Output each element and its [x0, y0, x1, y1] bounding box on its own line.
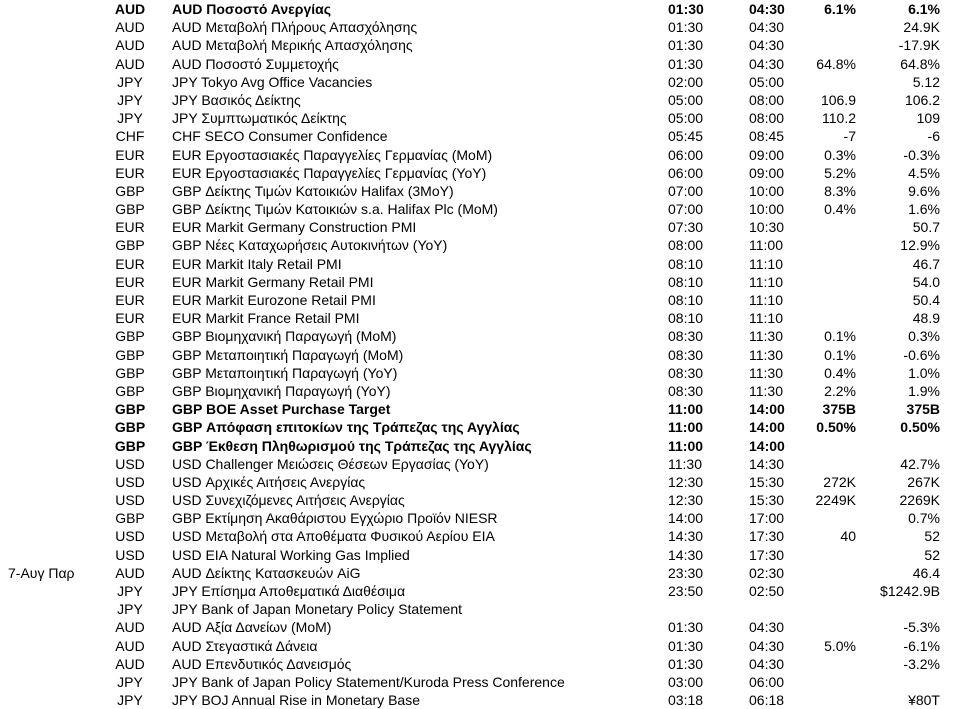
time-cell: 05:00: [668, 91, 704, 108]
previous-cell: 0.50%: [900, 419, 940, 436]
currency-cell: AUD: [115, 19, 145, 36]
currency-cell: JPY: [117, 583, 143, 599]
currency-cell: JPY: [117, 91, 143, 108]
local-time-cell: 09:00: [749, 146, 785, 163]
event-name-cell: EUR Markit Germany Retail PMI: [172, 273, 374, 290]
table-row: [0, 200, 960, 218]
currency-cell: AUD: [115, 55, 145, 72]
local-time-cell: 15:30: [749, 473, 785, 490]
event-name-cell: JPY Βασικός Δείκτης: [172, 91, 301, 108]
local-time-cell: 17:00: [749, 510, 785, 527]
local-time-cell: 04:30: [749, 619, 785, 636]
previous-cell: -3.2%: [903, 655, 940, 672]
event-name-cell: GBP Δείκτης Τιμών Κατοικιών s.a. Halifax Plc (MoM): [172, 201, 498, 218]
table-row: [0, 164, 960, 182]
currency-cell: GBP: [115, 328, 145, 345]
local-time-cell: 11:30: [749, 382, 783, 399]
local-time-cell: 04:30: [749, 55, 785, 72]
event-name-cell: EUR Markit Italy Retail PMI: [172, 255, 342, 272]
previous-cell: 42.7%: [900, 455, 940, 472]
currency-cell: JPY: [117, 110, 143, 127]
forecast-cell: 272K: [823, 473, 856, 490]
time-cell: 08:10: [668, 255, 704, 272]
local-time-cell: 06:18: [749, 692, 785, 709]
table-row: [0, 437, 960, 455]
table-row: [0, 600, 960, 618]
table-row: [0, 527, 960, 545]
previous-cell: 1.0%: [908, 364, 940, 381]
local-time-cell: 17:30: [749, 546, 785, 563]
currency-cell: GBP: [115, 382, 145, 399]
table-row: [0, 546, 960, 564]
time-cell: 12:30: [668, 492, 704, 509]
previous-cell: 6.1%: [908, 1, 940, 17]
previous-cell: 64.8%: [900, 55, 940, 72]
event-name-cell: GBP Έκθεση Πληθωρισμού της Τράπεζας της Αγγλίας: [172, 437, 532, 454]
previous-cell: 9.6%: [908, 182, 940, 199]
previous-cell: -17.9K: [898, 37, 940, 54]
currency-cell: EUR: [115, 219, 145, 236]
currency-cell: EUR: [115, 292, 145, 308]
forecast-cell: 40: [840, 528, 856, 545]
currency-cell: EUR: [115, 146, 145, 163]
event-name-cell: JPY Επίσημα Αποθεματικά Διαθέσιμα: [172, 583, 406, 599]
currency-cell: JPY: [117, 73, 143, 90]
currency-cell: AUD: [114, 1, 146, 17]
currency-cell: USD: [115, 492, 145, 509]
event-name-cell: AUD Επενδυτικός Δανεισμός: [172, 655, 352, 672]
table-row: [0, 564, 960, 582]
time-cell: 05:45: [668, 128, 704, 145]
table-row: [0, 146, 960, 164]
event-name-cell: GBP Μεταποιητική Παραγωγή (YoY): [172, 364, 398, 381]
forecast-cell: 0.1%: [824, 346, 856, 363]
forecast-cell: -7: [843, 128, 856, 145]
time-cell: 03:00: [668, 673, 704, 690]
previous-cell: 5.12: [912, 73, 940, 90]
currency-cell: USD: [115, 455, 145, 472]
previous-cell: 46.4: [912, 564, 940, 581]
table-row: [0, 418, 960, 436]
time-cell: 08:10: [668, 273, 704, 290]
time-cell: 08:30: [668, 346, 704, 363]
forecast-cell: 2.2%: [824, 382, 856, 399]
local-time-cell: 14:30: [749, 455, 785, 472]
forecast-cell: 64.8%: [816, 55, 856, 72]
currency-cell: USD: [115, 528, 145, 545]
local-time-cell: 04:30: [749, 655, 785, 672]
time-cell: 01:30: [668, 37, 704, 54]
event-name-cell: AUD Ποσοστό Συμμετοχής: [172, 55, 339, 72]
event-name-cell: USD Challenger Μειώσεις Θέσεων Εργασίας (YoY): [172, 455, 489, 472]
forecast-cell: 0.3%: [824, 146, 856, 163]
previous-cell: 50.7: [912, 219, 940, 236]
previous-cell: 0.7%: [908, 510, 940, 527]
event-name-cell: JPY BOJ Annual Rise in Monetary Base: [172, 692, 420, 709]
currency-cell: GBP: [115, 346, 145, 363]
event-name-cell: GBP Μεταποιητική Παραγωγή (MoM): [172, 346, 404, 363]
time-cell: 01:30: [668, 619, 704, 636]
currency-cell: AUD: [115, 619, 145, 636]
previous-cell: ¥80T: [908, 692, 940, 709]
local-time-cell: 15:30: [749, 492, 785, 509]
previous-cell: -0.3%: [903, 146, 940, 163]
forecast-cell: 5.2%: [824, 164, 856, 181]
previous-cell: 46.7: [912, 255, 940, 272]
time-cell: 05:00: [668, 110, 704, 127]
previous-cell: 375B: [906, 401, 940, 418]
time-cell: 01:30: [668, 1, 704, 17]
currency-cell: GBP: [114, 437, 146, 454]
event-name-cell: EUR Markit Eurozone Retail PMI: [172, 292, 376, 308]
local-time-cell: 09:00: [749, 164, 785, 181]
time-cell: 14:30: [668, 528, 704, 545]
local-time-cell: 14:00: [749, 401, 785, 418]
forecast-cell: 0.4%: [824, 364, 856, 381]
event-name-cell: EUR Εργοστασιακές Παραγγελίες Γερμανίας (YoY): [172, 164, 487, 181]
time-cell: 23:50: [668, 583, 704, 599]
time-cell: 14:00: [668, 510, 704, 527]
local-time-cell: 02:30: [749, 564, 785, 581]
table-row: [0, 236, 960, 254]
currency-cell: GBP: [114, 419, 146, 436]
local-time-cell: 14:00: [749, 419, 785, 436]
table-row: [0, 582, 960, 600]
event-name-cell: GBP BOE Asset Purchase Target: [172, 401, 391, 418]
local-time-cell: 14:00: [749, 437, 785, 454]
time-cell: 08:30: [668, 382, 704, 399]
event-name-cell: USD Συνεχιζόμενες Αιτήσεις Ανεργίας: [172, 492, 405, 509]
table-row: [0, 637, 960, 655]
previous-cell: 24.9K: [903, 19, 940, 36]
currency-cell: AUD: [115, 637, 145, 654]
time-cell: 01:30: [668, 655, 704, 672]
local-time-cell: 11:30: [749, 346, 783, 363]
table-row: [0, 255, 960, 273]
previous-cell: 267K: [907, 473, 940, 490]
event-name-cell: AUD Δείκτης Κατασκευών AiG: [172, 564, 361, 581]
previous-cell: -6: [927, 128, 940, 145]
table-row: [0, 364, 960, 382]
previous-cell: -6.1%: [903, 637, 940, 654]
event-name-cell: GBP Δείκτης Τιμών Κατοικιών Halifax (3MoY): [172, 182, 454, 199]
event-name-cell: AUD Μεταβολή Πλήρους Απασχόλησης: [172, 19, 418, 36]
local-time-cell: 04:30: [749, 37, 785, 54]
time-cell: 03:18: [668, 692, 704, 709]
forecast-cell: 110.2: [822, 110, 856, 127]
event-name-cell: JPY Tokyo Avg Office Vacancies: [172, 73, 373, 90]
event-name-cell: USD EIA Natural Working Gas Implied: [172, 546, 410, 563]
forecast-cell: 375B: [822, 401, 856, 418]
table-row: [0, 218, 960, 236]
currency-cell: USD: [115, 546, 145, 563]
currency-cell: USD: [115, 473, 145, 490]
time-cell: 07:00: [668, 201, 704, 218]
time-cell: 06:00: [668, 164, 704, 181]
currency-cell: AUD: [115, 564, 145, 581]
forecast-cell: 6.1%: [824, 1, 856, 17]
time-cell: 23:30: [668, 564, 704, 581]
time-cell: 01:30: [668, 19, 704, 36]
table-row: [0, 691, 960, 709]
currency-cell: JPY: [117, 601, 143, 618]
previous-cell: 2269K: [899, 492, 940, 509]
currency-cell: EUR: [115, 255, 145, 272]
event-name-cell: USD Αρχικές Αιτήσεις Ανεργίας: [172, 473, 366, 490]
currency-cell: AUD: [115, 655, 145, 672]
date-cell: 7-Αυγ Παρ: [8, 564, 75, 581]
local-time-cell: 08:45: [749, 128, 785, 145]
forecast-cell: 0.50%: [816, 419, 856, 436]
currency-cell: CHF: [115, 128, 145, 145]
time-cell: 11:00: [668, 401, 704, 418]
table-row: [0, 36, 960, 54]
currency-cell: JPY: [117, 673, 143, 690]
table-row: [0, 673, 960, 691]
time-cell: 08:30: [668, 328, 704, 345]
previous-cell: 109: [916, 110, 940, 127]
event-name-cell: GBP Νέες Καταχωρήσεις Αυτοκινήτων (YoY): [172, 237, 448, 254]
currency-cell: EUR: [115, 310, 145, 327]
previous-cell: 4.5%: [908, 164, 940, 181]
table-row: [0, 182, 960, 200]
time-cell: 11:00: [668, 437, 704, 454]
local-time-cell: 04:30: [749, 637, 785, 654]
event-name-cell: JPY Bank of Japan Monetary Policy Statement: [172, 601, 463, 618]
previous-cell: 50.4: [912, 292, 940, 308]
event-name-cell: GBP Βιομηχανική Παραγωγή (MoM): [172, 328, 397, 345]
event-name-cell: GBP Απόφαση επιτοκίων της Τράπεζας της Αγγλίας: [172, 419, 520, 436]
table-row: [0, 91, 960, 109]
table-row: [0, 0, 960, 18]
local-time-cell: 11:10: [749, 273, 783, 290]
event-name-cell: AUD Μεταβολή Μερικής Απασχόλησης: [172, 37, 413, 54]
local-time-cell: 11:30: [749, 328, 783, 345]
local-time-cell: 04:30: [749, 19, 785, 36]
event-name-cell: EUR Markit France Retail PMI: [172, 310, 360, 327]
local-time-cell: 05:00: [749, 73, 785, 90]
local-time-cell: 10:30: [749, 219, 785, 236]
table-row: [0, 618, 960, 636]
table-row: [0, 473, 960, 491]
time-cell: 01:30: [668, 637, 704, 654]
table-row: [0, 382, 960, 400]
currency-cell: JPY: [117, 692, 143, 709]
forecast-cell: 2249K: [815, 492, 856, 509]
event-name-cell: AUD Στεγαστικά Δάνεια: [172, 637, 318, 654]
currency-cell: GBP: [115, 237, 145, 254]
time-cell: 01:30: [668, 55, 704, 72]
forecast-cell: 5.0%: [824, 637, 856, 654]
local-time-cell: 08:00: [749, 91, 785, 108]
currency-cell: GBP: [114, 401, 146, 418]
currency-cell: EUR: [115, 164, 145, 181]
event-name-cell: EUR Εργοστασιακές Παραγγελίες Γερμανίας (MoM): [172, 146, 493, 163]
local-time-cell: 17:30: [749, 528, 785, 545]
local-time-cell: 11:10: [749, 292, 783, 308]
currency-cell: GBP: [115, 201, 145, 218]
previous-cell: 52: [924, 528, 940, 545]
time-cell: 08:10: [668, 292, 704, 308]
time-cell: 08:00: [668, 237, 704, 254]
local-time-cell: 02:50: [749, 583, 785, 599]
event-name-cell: AUD Ποσοστό Ανεργίας: [172, 1, 332, 17]
table-row: [0, 400, 960, 418]
table-row: [0, 73, 960, 91]
table-row: [0, 655, 960, 673]
time-cell: 08:30: [668, 364, 704, 381]
local-time-cell: 06:00: [749, 673, 785, 690]
table-row: [0, 109, 960, 127]
currency-cell: EUR: [115, 273, 145, 290]
event-name-cell: GBP Εκτίμηση Ακαθάριστου Εγχώριο Προϊόν NIESR: [172, 510, 498, 527]
time-cell: 06:00: [668, 146, 704, 163]
time-cell: 08:10: [668, 310, 704, 327]
table-row: [0, 18, 960, 36]
currency-cell: GBP: [115, 510, 145, 527]
previous-cell: 54.0: [912, 273, 940, 290]
table-row: [0, 491, 960, 509]
table-row: [0, 455, 960, 473]
event-name-cell: JPY Bank of Japan Policy Statement/Kuroda Press Conference: [172, 673, 565, 690]
event-name-cell: AUD Αξία Δανείων (MoM): [172, 619, 332, 636]
previous-cell: 1.9%: [908, 382, 940, 399]
time-cell: 14:30: [668, 546, 704, 563]
table-row: [0, 327, 960, 345]
currency-cell: GBP: [115, 364, 145, 381]
previous-cell: 12.9%: [900, 237, 940, 254]
local-time-cell: 04:30: [749, 1, 785, 17]
previous-cell: 52: [924, 546, 940, 563]
previous-cell: 1.6%: [908, 201, 940, 218]
previous-cell: -0.6%: [903, 346, 940, 363]
table-row: [0, 273, 960, 291]
local-time-cell: 11:10: [749, 310, 783, 327]
forecast-cell: 8.3%: [824, 182, 856, 199]
event-name-cell: JPY Συμπτωματικός Δείκτης: [172, 110, 347, 127]
event-name-cell: EUR Markit Germany Construction PMI: [172, 219, 417, 236]
forecast-cell: 0.4%: [824, 201, 856, 218]
time-cell: 07:00: [668, 182, 704, 199]
local-time-cell: 11:00: [749, 237, 783, 254]
currency-cell: AUD: [115, 37, 145, 54]
time-cell: 07:30: [668, 219, 704, 236]
time-cell: 12:30: [668, 473, 704, 490]
previous-cell: $1242.9B: [880, 583, 940, 599]
previous-cell: 48.9: [912, 310, 940, 327]
local-time-cell: 08:00: [749, 110, 785, 127]
forecast-cell: 0.1%: [824, 328, 856, 345]
local-time-cell: 10:00: [749, 201, 785, 218]
table-row: [0, 55, 960, 73]
time-cell: 11:00: [668, 419, 704, 436]
local-time-cell: 11:10: [749, 255, 783, 272]
table-row: [0, 309, 960, 327]
table-row: [0, 127, 960, 145]
forecast-cell: 106.9: [820, 91, 856, 108]
currency-cell: GBP: [115, 182, 145, 199]
table-row: [0, 346, 960, 364]
local-time-cell: 10:00: [749, 182, 785, 199]
event-name-cell: GBP Βιομηχανική Παραγωγή (YoY): [172, 382, 391, 399]
previous-cell: 0.3%: [908, 328, 940, 345]
local-time-cell: 11:30: [749, 364, 783, 381]
previous-cell: -5.3%: [903, 619, 940, 636]
event-name-cell: CHF SECO Consumer Confidence: [172, 128, 388, 145]
table-row: [0, 509, 960, 527]
table-row: [0, 291, 960, 309]
time-cell: 02:00: [668, 73, 704, 90]
previous-cell: 106.2: [904, 91, 940, 108]
time-cell: 11:30: [668, 455, 702, 472]
event-name-cell: USD Μεταβολή στα Αποθέματα Φυσικού Αερίου EIA: [172, 528, 495, 545]
